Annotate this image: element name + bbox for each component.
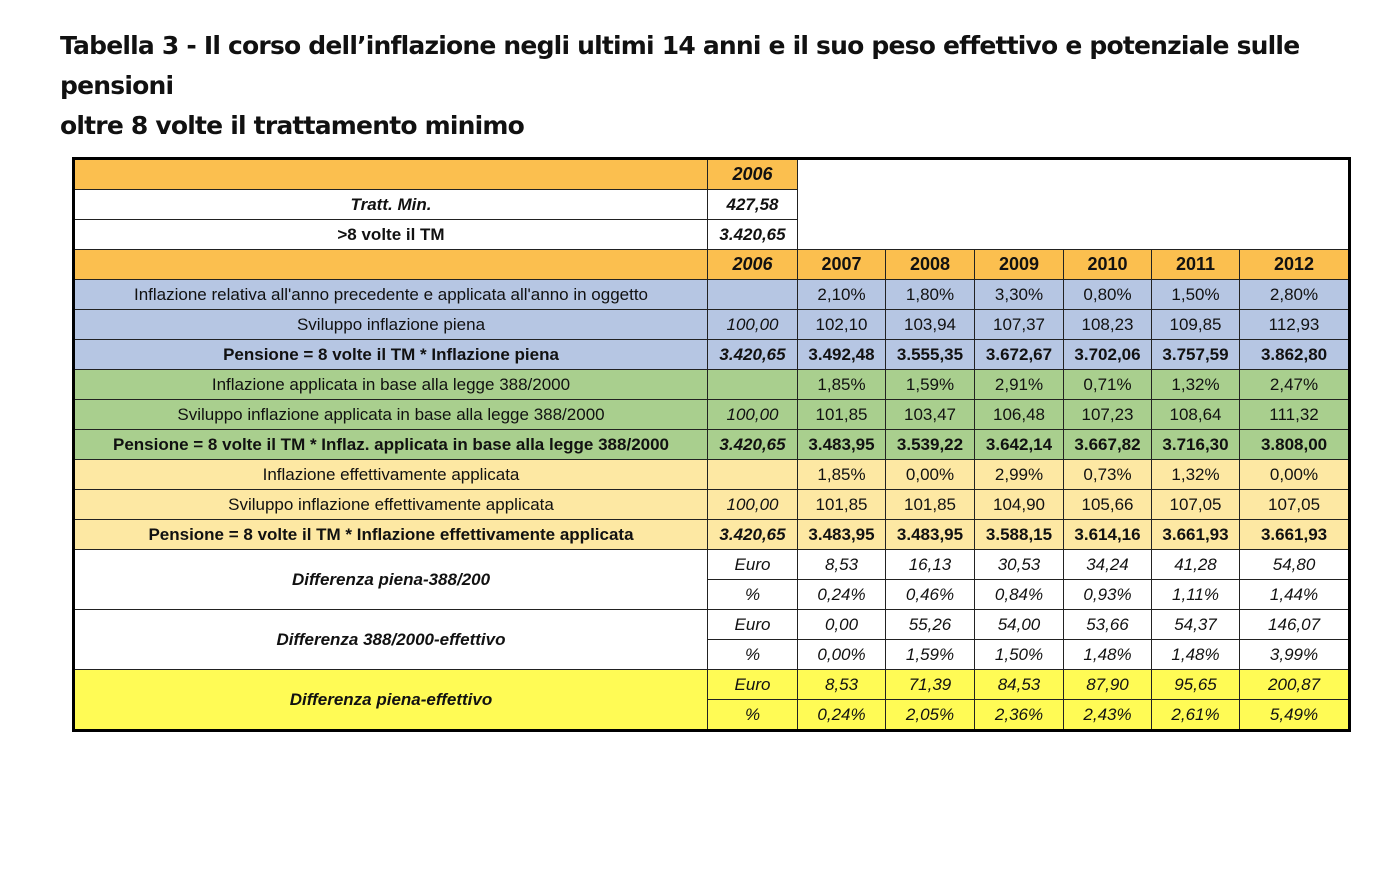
cell-2006: 3.420,65 [708, 520, 798, 550]
cell-2012: 2,47% [1240, 370, 1350, 400]
row-pens-piena [74, 340, 1350, 370]
base-year-cell: 2006 [708, 159, 798, 190]
cell-2009: 107,37 [975, 310, 1064, 340]
row-label: Pensione = 8 volte il TM * Inflaz. applicata in base alla legge 388/2000 [74, 430, 708, 460]
row-svil-piena [74, 310, 1350, 340]
cell-2009: 1,50% [975, 640, 1064, 670]
cell-2011: 108,64 [1152, 400, 1240, 430]
cell-2007: 101,85 [798, 490, 886, 520]
year-2006: 2006 [708, 250, 798, 280]
cell-2008: 55,26 [886, 610, 975, 640]
cell-2008: 2,05% [886, 700, 975, 731]
unit-euro: Euro [708, 550, 798, 580]
title-line-2: oltre 8 volte il trattamento minimo [60, 111, 525, 140]
diff-388-eff-label: Differenza 388/2000-effettivo [74, 610, 708, 670]
header-empty-area [798, 159, 1350, 250]
header-blank-cell [74, 159, 708, 190]
cell-2012: 54,80 [1240, 550, 1350, 580]
cell-2012: 200,87 [1240, 670, 1350, 700]
tratt-min-value: 427,58 [708, 190, 798, 220]
cell-2010: 3.702,06 [1064, 340, 1152, 370]
cell-2009: 3.642,14 [975, 430, 1064, 460]
cell-2006: 100,00 [708, 310, 798, 340]
row-svil-eff [74, 490, 1350, 520]
tm8-value: 3.420,65 [708, 220, 798, 250]
row-infl-eff [74, 460, 1350, 490]
cell-2009: 3,30% [975, 280, 1064, 310]
cell-2011: 107,05 [1152, 490, 1240, 520]
row-label: Pensione = 8 volte il TM * Inflazione piena [74, 340, 708, 370]
cell-2010: 0,80% [1064, 280, 1152, 310]
cell-2010: 53,66 [1064, 610, 1152, 640]
cell-2009: 54,00 [975, 610, 1064, 640]
row-label: Sviluppo inflazione effettivamente applicata [74, 490, 708, 520]
cell-2008: 101,85 [886, 490, 975, 520]
cell-2011: 1,11% [1152, 580, 1240, 610]
header-row-base-year [74, 159, 1350, 190]
unit-euro: Euro [708, 610, 798, 640]
cell-2010: 105,66 [1064, 490, 1152, 520]
cell-2011: 54,37 [1152, 610, 1240, 640]
tm8-label: >8 volte il TM [74, 220, 708, 250]
unit-euro: Euro [708, 670, 798, 700]
cell-2010: 0,73% [1064, 460, 1152, 490]
cell-2007: 8,53 [798, 670, 886, 700]
unit-pct: % [708, 640, 798, 670]
cell-2011: 3.716,30 [1152, 430, 1240, 460]
cell-2011: 1,32% [1152, 370, 1240, 400]
cell-2008: 3.483,95 [886, 520, 975, 550]
cell-2007: 1,85% [798, 460, 886, 490]
row-label: Sviluppo inflazione piena [74, 310, 708, 340]
diff-piena-eff-label: Differenza piena-effettivo [74, 670, 708, 731]
cell-2006: 3.420,65 [708, 430, 798, 460]
diff-piena-388-label: Differenza piena-388/200 [74, 550, 708, 610]
cell-2008: 3.539,22 [886, 430, 975, 460]
cell-2010: 3.614,16 [1064, 520, 1152, 550]
cell-2012: 146,07 [1240, 610, 1350, 640]
cell-2007: 0,00 [798, 610, 886, 640]
diff-388-eff-euro-row [74, 610, 1350, 640]
page-title [60, 26, 1360, 146]
diff-piena-eff-euro-row [74, 670, 1350, 700]
cell-2009: 2,91% [975, 370, 1064, 400]
cell-2006 [708, 370, 798, 400]
cell-2009: 104,90 [975, 490, 1064, 520]
cell-2009: 106,48 [975, 400, 1064, 430]
year-2010: 2010 [1064, 250, 1152, 280]
cell-2012: 2,80% [1240, 280, 1350, 310]
row-label: Inflazione relativa all'anno precedente e applicata all'anno in oggetto [74, 280, 708, 310]
cell-2009: 3.588,15 [975, 520, 1064, 550]
cell-2012: 3.862,80 [1240, 340, 1350, 370]
cell-2007: 2,10% [798, 280, 886, 310]
cell-2007: 101,85 [798, 400, 886, 430]
title-line-1: Tabella 3 - Il corso dell’inflazione negli ultimi 14 anni e il suo peso effettivo e potenziale sulle pensioni [60, 31, 1300, 100]
cell-2010: 107,23 [1064, 400, 1152, 430]
cell-2007: 1,85% [798, 370, 886, 400]
cell-2010: 34,24 [1064, 550, 1152, 580]
cell-2008: 1,59% [886, 370, 975, 400]
cell-2012: 1,44% [1240, 580, 1350, 610]
cell-2011: 109,85 [1152, 310, 1240, 340]
year-2007: 2007 [798, 250, 886, 280]
cell-2011: 3.757,59 [1152, 340, 1240, 370]
years-row-blank [74, 250, 708, 280]
row-label: Pensione = 8 volte il TM * Inflazione effettivamente applicata [74, 520, 708, 550]
year-2009: 2009 [975, 250, 1064, 280]
row-pens-388 [74, 430, 1350, 460]
cell-2009: 30,53 [975, 550, 1064, 580]
cell-2011: 41,28 [1152, 550, 1240, 580]
cell-2008: 3.555,35 [886, 340, 975, 370]
row-svil-388 [74, 400, 1350, 430]
cell-2007: 8,53 [798, 550, 886, 580]
cell-2010: 0,71% [1064, 370, 1152, 400]
cell-2012: 112,93 [1240, 310, 1350, 340]
cell-2010: 3.667,82 [1064, 430, 1152, 460]
row-infl-rel [74, 280, 1350, 310]
cell-2009: 3.672,67 [975, 340, 1064, 370]
row-label: Inflazione applicata in base alla legge 388/2000 [74, 370, 708, 400]
cell-2007: 102,10 [798, 310, 886, 340]
tratt-min-label: Tratt. Min. [74, 190, 708, 220]
cell-2009: 84,53 [975, 670, 1064, 700]
row-infl-388 [74, 370, 1350, 400]
cell-2012: 3.661,93 [1240, 520, 1350, 550]
cell-2008: 1,59% [886, 640, 975, 670]
cell-2012: 3.808,00 [1240, 430, 1350, 460]
diff-piena-388-euro-row [74, 550, 1350, 580]
unit-pct: % [708, 580, 798, 610]
cell-2007: 0,24% [798, 700, 886, 731]
year-2011: 2011 [1152, 250, 1240, 280]
cell-2012: 5,49% [1240, 700, 1350, 731]
cell-2006 [708, 460, 798, 490]
years-row [74, 250, 1350, 280]
cell-2010: 1,48% [1064, 640, 1152, 670]
cell-2006: 3.420,65 [708, 340, 798, 370]
cell-2009: 0,84% [975, 580, 1064, 610]
cell-2006: 100,00 [708, 490, 798, 520]
inflation-table [72, 157, 1351, 732]
cell-2012: 111,32 [1240, 400, 1350, 430]
cell-2007: 3.483,95 [798, 430, 886, 460]
cell-2007: 0,24% [798, 580, 886, 610]
cell-2010: 87,90 [1064, 670, 1152, 700]
cell-2007: 3.483,95 [798, 520, 886, 550]
cell-2011: 95,65 [1152, 670, 1240, 700]
year-2012: 2012 [1240, 250, 1350, 280]
cell-2007: 0,00% [798, 640, 886, 670]
cell-2008: 16,13 [886, 550, 975, 580]
cell-2006 [708, 280, 798, 310]
cell-2012: 3,99% [1240, 640, 1350, 670]
row-label: Inflazione effettivamente applicata [74, 460, 708, 490]
row-pens-eff [74, 520, 1350, 550]
cell-2008: 1,80% [886, 280, 975, 310]
cell-2010: 2,43% [1064, 700, 1152, 731]
cell-2012: 107,05 [1240, 490, 1350, 520]
cell-2009: 2,36% [975, 700, 1064, 731]
cell-2008: 103,94 [886, 310, 975, 340]
cell-2010: 108,23 [1064, 310, 1152, 340]
cell-2012: 0,00% [1240, 460, 1350, 490]
cell-2008: 103,47 [886, 400, 975, 430]
cell-2008: 71,39 [886, 670, 975, 700]
cell-2007: 3.492,48 [798, 340, 886, 370]
cell-2010: 0,93% [1064, 580, 1152, 610]
year-2008: 2008 [886, 250, 975, 280]
cell-2009: 2,99% [975, 460, 1064, 490]
cell-2011: 3.661,93 [1152, 520, 1240, 550]
cell-2011: 1,50% [1152, 280, 1240, 310]
cell-2008: 0,00% [886, 460, 975, 490]
cell-2011: 1,32% [1152, 460, 1240, 490]
cell-2011: 1,48% [1152, 640, 1240, 670]
cell-2006: 100,00 [708, 400, 798, 430]
row-label: Sviluppo inflazione applicata in base alla legge 388/2000 [74, 400, 708, 430]
unit-pct: % [708, 700, 798, 731]
cell-2011: 2,61% [1152, 700, 1240, 731]
cell-2008: 0,46% [886, 580, 975, 610]
